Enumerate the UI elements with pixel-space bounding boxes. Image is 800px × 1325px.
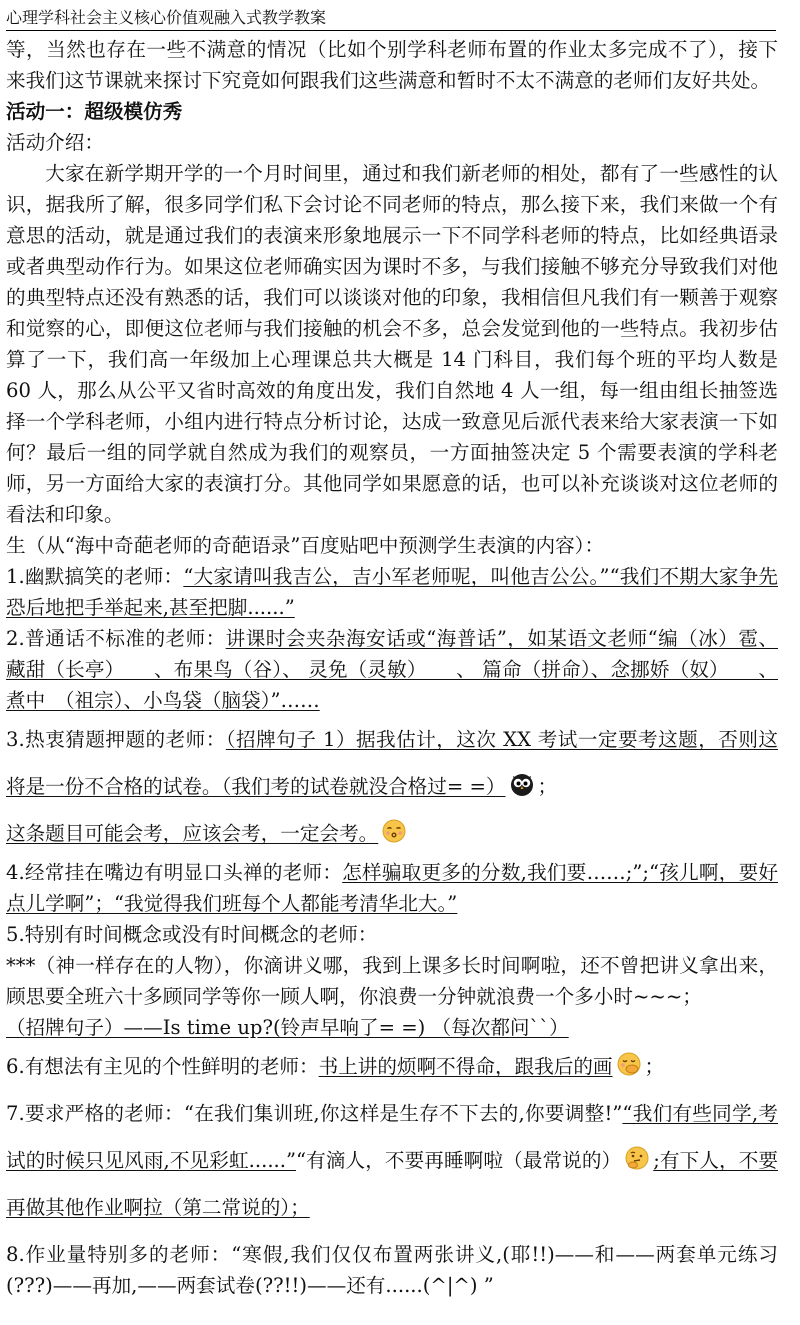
item-7-label: 7.要求严格的老师： [6,1102,184,1125]
item-6-label: 6.有想法有主见的个性鲜明的老师： [6,1055,319,1078]
item-3-text-b: ； [537,775,558,798]
item-5-text: ***（神一样存在的人物），你滴讲义哪，我到上课多长时间啊啦，还不曾把讲义拿出来，顾思要全班六十多顾同学等你一顾人啊，你浪费一分钟就浪费一个多小时~~~； [6,954,778,1008]
list-item-1 [6,561,778,623]
item-5-label: 5.特别有时间概念或没有时间概念的老师： [6,923,378,946]
item-1-text: “大家请叫我吉公，吉小军老师呢，叫他吉公公。”“我们不期大家争先恐后地把手举起来,甚至把脚......” [6,565,778,619]
intro-paragraph: 等，当然也存在一些不满意的情况（比如个别学科老师布置的作业太多完成不了），接下来我们这节课就来探讨下究竟如何跟我们这些满意和暂时不太不满意的老师们友好共处。 [6,38,778,92]
item-5-slogan: （招牌句子）——Is time up?(铃声早响了= =) （每次都问``） [6,1016,569,1039]
item-3-text-a: （招牌句子 1）据我估计，这次 XX 考试一定要考这题，否则这将是一份不合格的试卷。（我们考的试卷就没合格过= =） [6,728,779,798]
item-7-text-d: ;有下人，不要再做其他作业啊拉（第二常说的）； [6,1149,778,1219]
owl-emoji-icon [509,771,535,797]
activity-intro-text: 大家在新学期开学的一个月时间里，通过和我们新老师的相处，都有了一些感性的认识，据我所了解，很多同学们私下会讨论不同老师的特点，那么接下来，我们来做一个有意思的活动，就是通过我们的表演来形象地展示一下不同学科老师的特点，比如经典语录或者典型动作行为。如果这位老师确实因为课时不多，与我们接触不够充分导致我们对他的典型特点还没有熟悉的话，我们可以谈谈对他的印象，我相信但凡我们有一颗善于观察和觉察的心，即便这位老师与我们接触的机会不多，总会发觉到他的一些特点。我初步估算了一下，我们高一年级加上心理课总共大概是 14 门科目，我们每个班的平均人数是 60 人，那么从公平又省时高效的角度出发，我们自然地 4 人一组，每一组由组长抽签选择一个学科老师，小组内进行特点分析讨论，达成一致意见后派代表来给大家表演一下如何？最后一组的同学就自然成为我们的观察员，一方面抽签决定 5 个需要表演的学科老师，另一方面给大家的表演打分。其他同学如果愿意的话，也可以补充谈谈对这位老师的看法和印象。 [6,162,778,526]
item-3-text-c: 这条题目可能会考，应该会考，一定会考。 [6,822,379,845]
activity-title: 活动一：超级模仿秀 [6,100,183,123]
item-1-label: 1.幽默搞笑的老师： [6,565,184,588]
activity-intro-label: 活动介绍： [6,131,104,154]
list-item-2 [6,623,778,716]
kissing-face-icon [381,818,407,844]
item-8-text: “寒假,我们仅仅布置两张讲义,(耶!!)——和——两套单元练习(???)——再加,——两套试卷(??!!)——还有......(^|^) ” [6,1243,778,1297]
list-item-4 [6,857,778,919]
hand-over-mouth-face-icon [616,1051,642,1077]
header-title: 心理学科社会主义核心价值观融入式教学教案 [6,8,327,27]
list-item-3 [6,716,778,857]
page-header [6,0,776,31]
document-body [6,34,778,1301]
list-item-8 [6,1239,778,1301]
list-item-5 [6,919,778,1043]
item-4-text: 怎样骗取更多的分数,我们要……;”;“孩儿啊，要好点儿学啊”；“我觉得我们班每个人都能考清华北大。” [6,861,778,915]
item-4-label: 4.经常挂在嘴边有明显口头禅的老师： [6,861,343,884]
list-item-6 [6,1043,778,1090]
list-item-7 [6,1090,778,1231]
item-3-label: 3.热衷猜题押题的老师： [6,728,226,751]
item-7-text-a: “在我们集训班,你这样是生存不下去的,你要调整!” [183,1102,623,1125]
thinking-face-icon [624,1145,650,1171]
item-7-text-c: “有滴人，不要再睡啊啦（最常说的） [296,1149,622,1172]
item-2-text: 讲课时会夹杂海安话或“海普话”，如某语文老师“编（冰）雹、藏甜（长亭） 、布果鸟（谷）、 灵免（灵敏） 、 篇命（拼命）、念挪娇（奴） 、煮中 （祖宗）、小鸟袋（脑袋）”…… [6,627,778,712]
student-line: 生（从“海中奇葩老师的奇葩语录”百度贴吧中预测学生表演的内容）： [6,534,605,557]
item-8-label: 8.作业量特别多的老师： [6,1243,232,1266]
item-6-text: 书上讲的烦啊不得命，跟我后的画 [318,1055,613,1078]
item-7-text-b: “我们有些同学,考试的时候只见风雨,不见彩虹......” [6,1102,779,1172]
item-6-tail: ； [644,1055,665,1078]
item-2-label: 2.普通话不标准的老师： [6,627,226,650]
